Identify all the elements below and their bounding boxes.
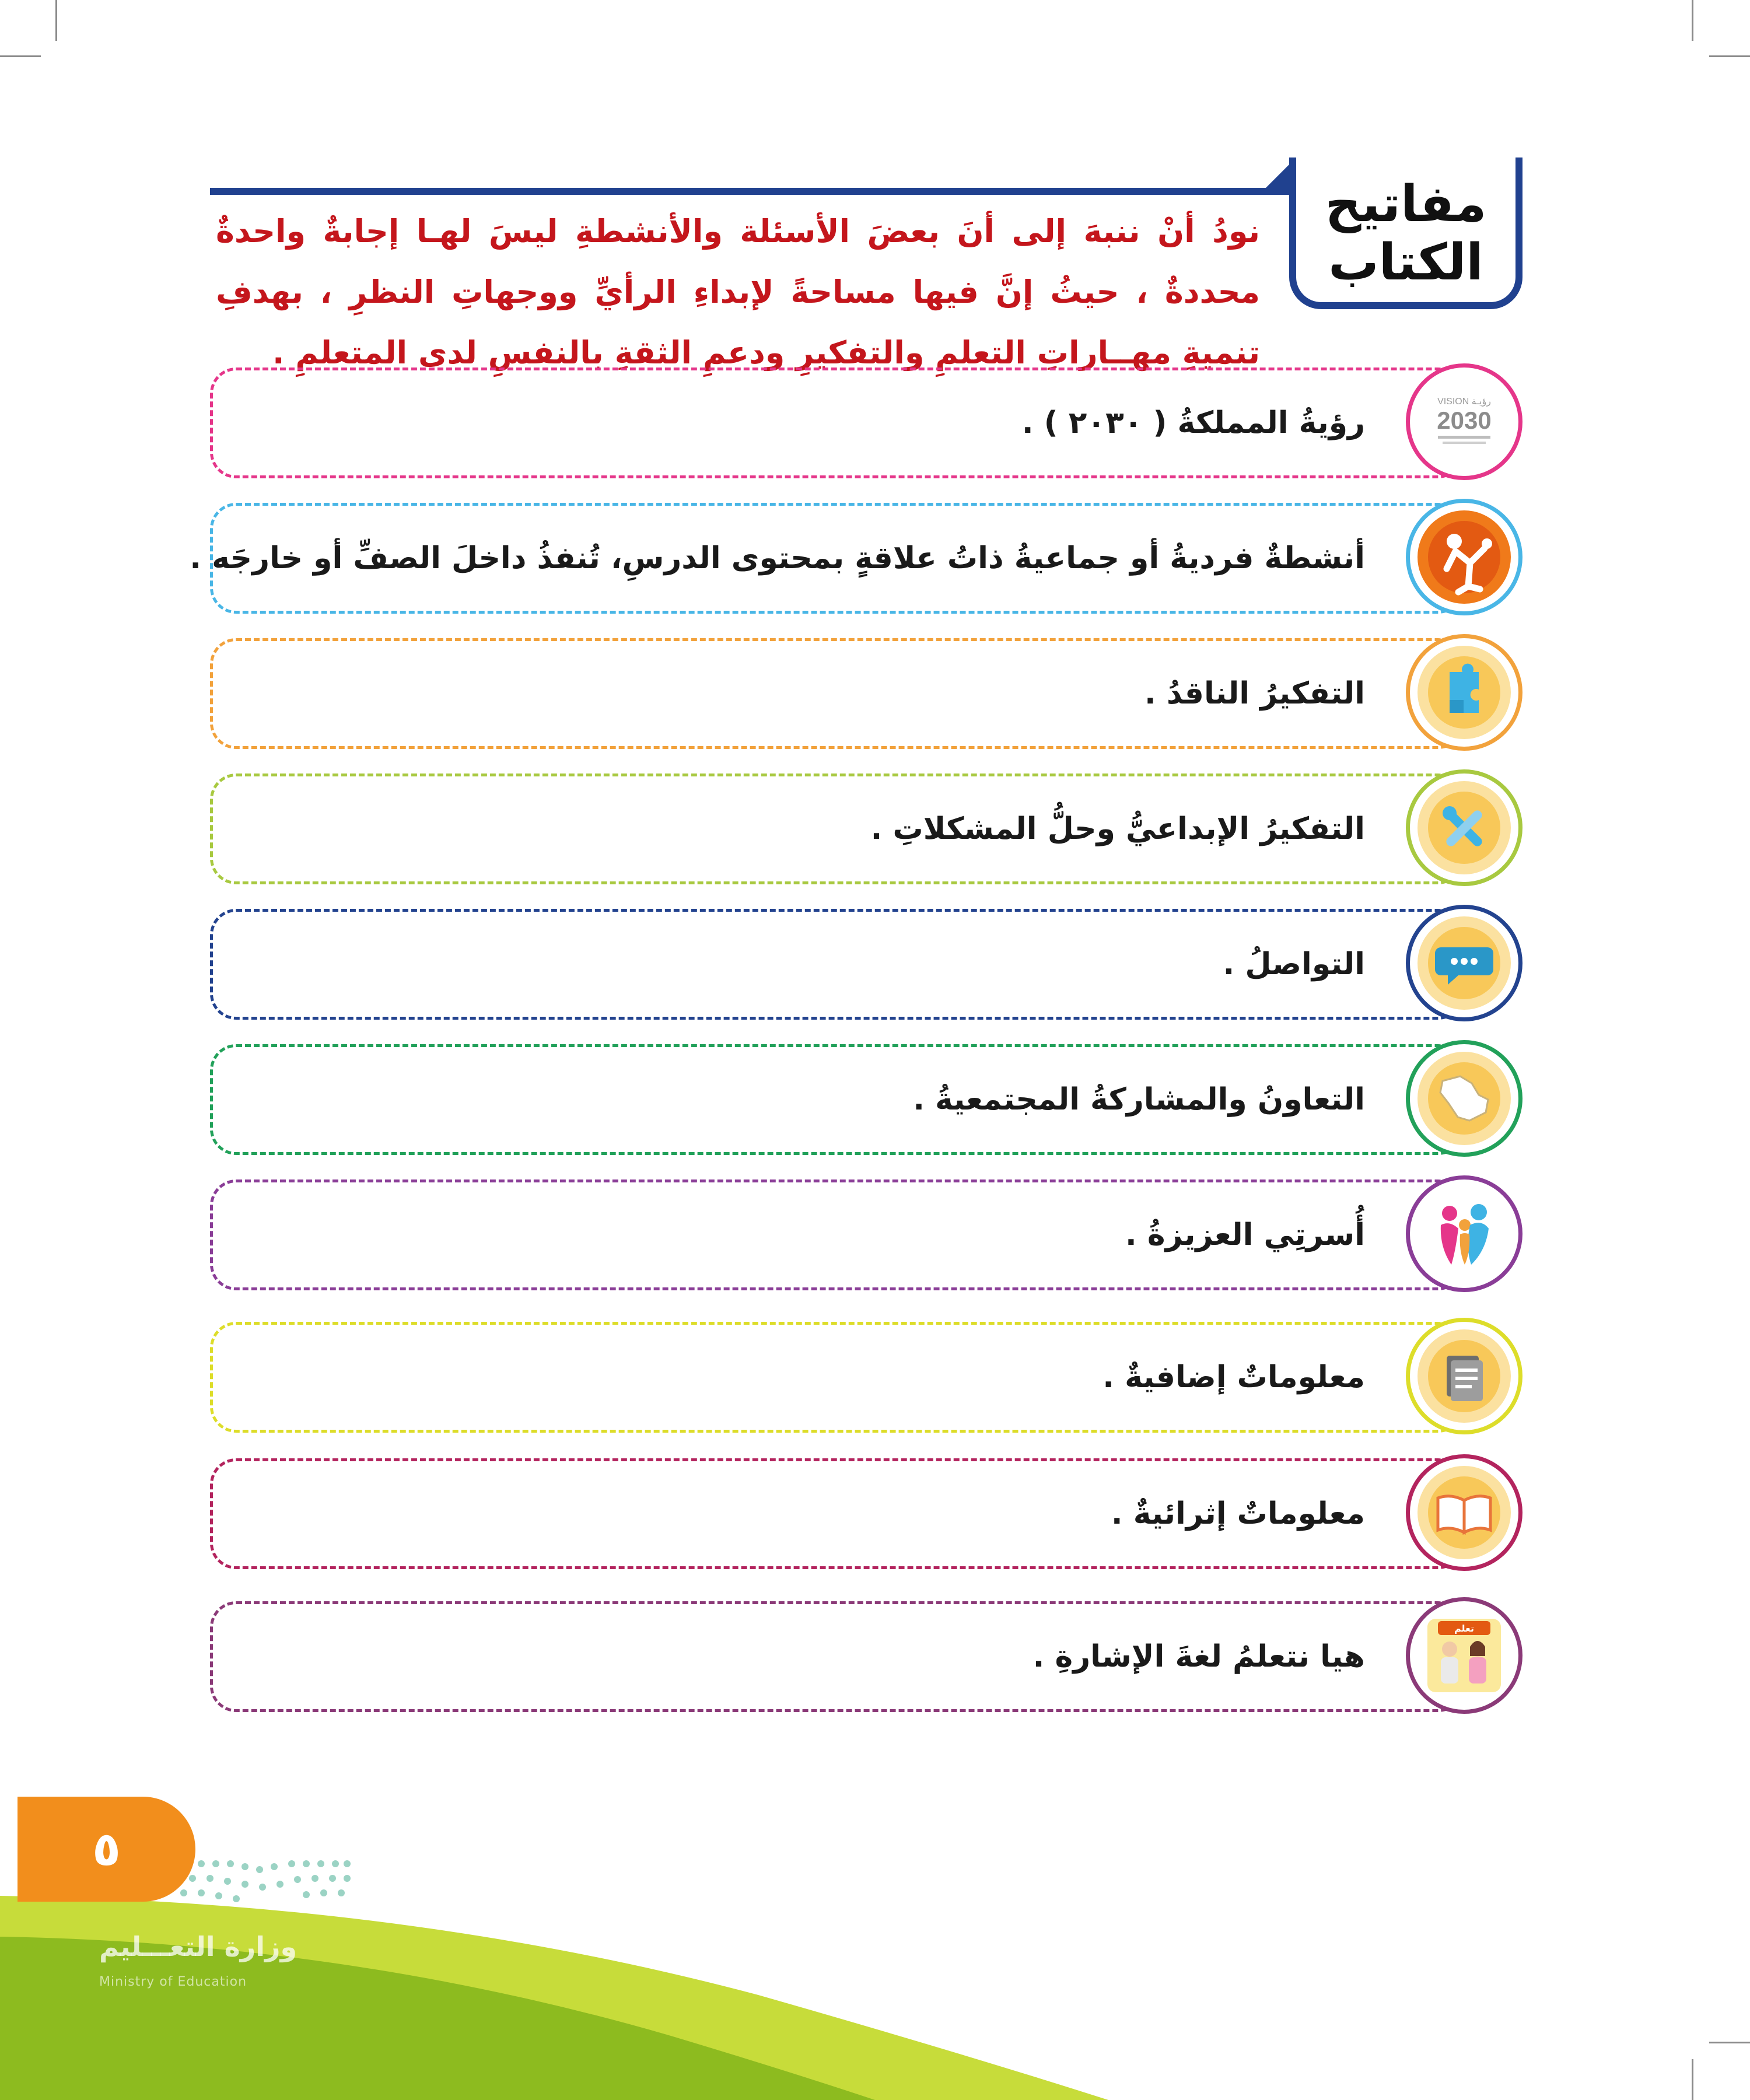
key-row-badge: [1406, 634, 1522, 751]
key-row-badge: [1406, 905, 1522, 1021]
crop-mark: [1692, 0, 1693, 41]
speech-bubble-icon: [1415, 914, 1514, 1013]
activity-person-icon: [1415, 508, 1514, 607]
key-row-badge: [1406, 363, 1522, 480]
puzzle-icon: [1415, 643, 1514, 742]
ministry-name: وزارة التعـــليم: [99, 1931, 298, 1962]
key-row: [210, 368, 1522, 484]
key-row-label: التعاونُ والمشاركةُ المجتمعيةُ .: [913, 1082, 1365, 1117]
key-row: [210, 909, 1522, 1026]
crop-mark: [1709, 55, 1750, 57]
key-row: [210, 1458, 1522, 1575]
key-row: [210, 1044, 1522, 1161]
key-row-label: أُسرتِي العزيزةُ .: [1125, 1217, 1365, 1252]
open-book-icon: [1415, 1463, 1514, 1562]
key-row: [210, 1601, 1522, 1718]
key-row: [210, 1180, 1522, 1296]
family-icon: [1415, 1184, 1514, 1283]
key-row: [190, 503, 1522, 620]
key-row-badge: [1406, 1454, 1522, 1571]
saudi-map-icon: [1415, 1049, 1514, 1148]
intro-paragraph: نودُ أنْ ننبهَ إلى أنَ بعضَ الأسئلة والأنشطةِ ليسَ لهـا إجابةٌ واحدةٌ محددةٌ ، حيثُ إنَّ فيها مساحةً لإبداءِ الرأيِّ ووجهاتِ النظرِ ، بهدفِ تنميةِ مهــاراتِ التعلمِ والتفكيرِ ودعمِ الثقةِ بالنفسِ لدى المتعلمِ .: [216, 213, 1260, 371]
vision-2030-icon: [1420, 387, 1508, 457]
key-row-badge: [1406, 1040, 1522, 1157]
key-row-label: معلوماتٌ إضافيةٌ .: [1102, 1360, 1365, 1395]
page-number: ٥: [18, 1797, 195, 1902]
key-row: [210, 774, 1522, 890]
key-row-badge: [1406, 769, 1522, 886]
title-underline: [210, 188, 1295, 195]
key-row-label: التواصلُ .: [1223, 947, 1365, 982]
title-line-1: مفاتيح: [1325, 175, 1487, 233]
page-title: [1289, 158, 1522, 309]
key-row-badge: [1406, 499, 1522, 615]
key-row-label: هيا نتعلمُ لغةَ الإشارةِ .: [1032, 1639, 1365, 1674]
key-row: [210, 1322, 1522, 1438]
sign-language-icon: [1415, 1606, 1514, 1705]
crop-mark: [55, 0, 57, 41]
ministry-subtitle: Ministry of Education: [99, 1975, 247, 1989]
ministry-dots-logo: [180, 1860, 351, 1902]
key-row-label: رؤيةُ المملكةُ ( ٢٠٣٠ ) .: [1021, 405, 1365, 440]
vision-label: VISION رؤيـة: [1437, 397, 1491, 407]
key-row-badge: [1406, 1597, 1522, 1714]
crop-mark: [0, 55, 41, 57]
key-row: [210, 638, 1522, 755]
notes-icon: [1415, 1326, 1514, 1426]
key-row-label: التفكيرُ الإبداعيُّ وحلُّ المشكلاتِ .: [870, 811, 1365, 846]
tools-icon: [1415, 778, 1514, 877]
sign-language-banner: تعلم: [1454, 1623, 1475, 1634]
title-line-2: الكتاب: [1328, 233, 1483, 292]
key-row-badge: [1406, 1175, 1522, 1292]
vision-year: 2030: [1437, 407, 1492, 434]
key-row-label: معلوماتٌ إثرائيةٌ .: [1111, 1496, 1365, 1531]
key-row-label: أنشطةٌ فرديةُ أو جماعيةُ ذاتُ علاقةٍ بمحتوى الدرسِ، تُنفذُ داخلَ الصفِّ أو خارجَه .: [190, 541, 1365, 576]
key-row-label: التفكيرُ الناقدُ .: [1144, 676, 1365, 711]
key-row-badge: [1406, 1318, 1522, 1434]
